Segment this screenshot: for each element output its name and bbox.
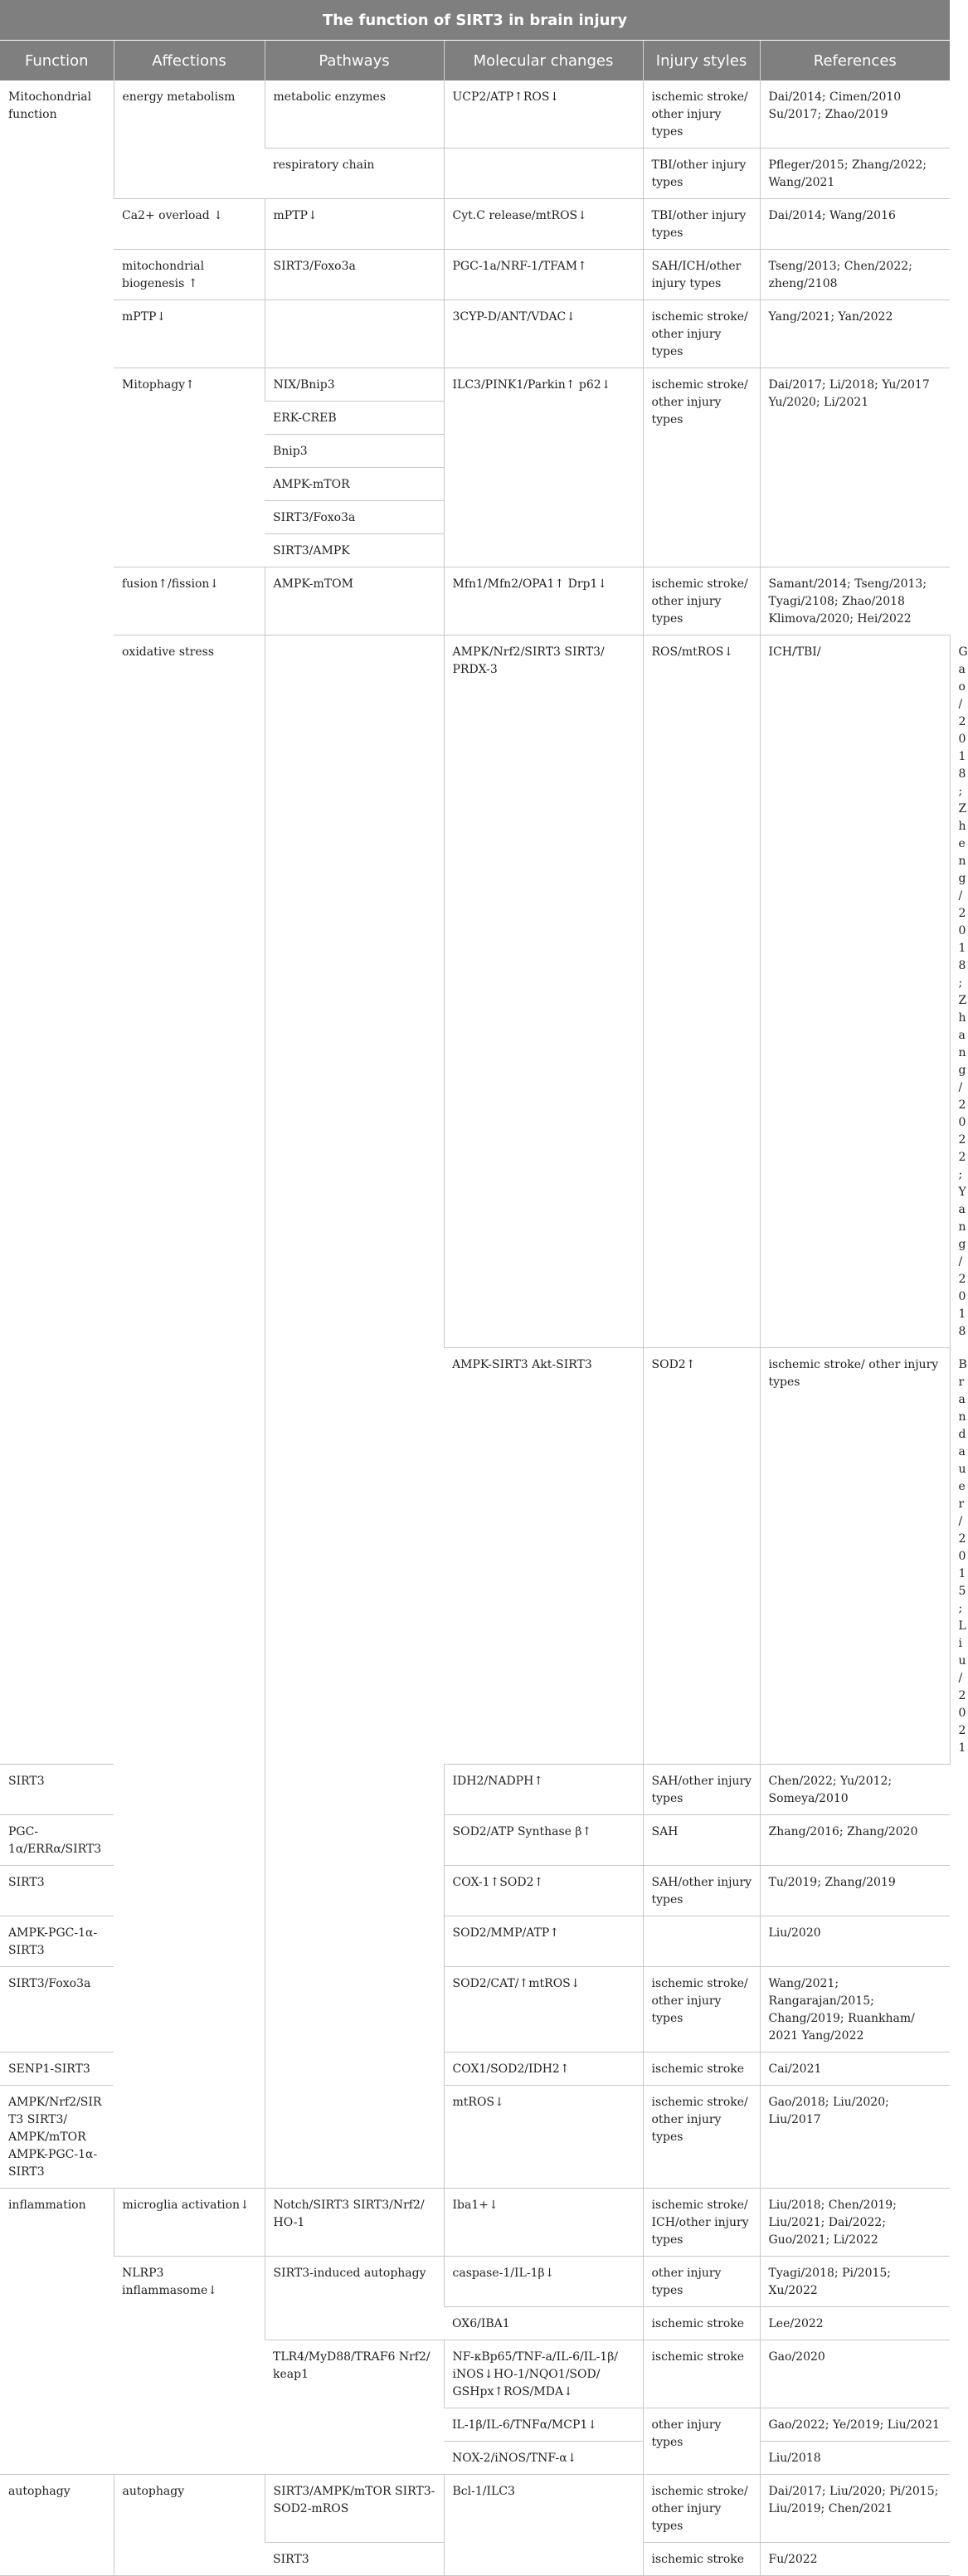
- table-cell: UCP2/ATP↑ROS↓: [444, 80, 643, 149]
- table-cell: SAH/other injury types: [643, 1865, 760, 1916]
- header-function: Function: [0, 41, 114, 81]
- table-cell: NLRP3 inflammasome↓: [114, 2256, 265, 2474]
- table-cell: inflammation: [0, 2188, 114, 2474]
- table-cell: [643, 1916, 760, 1966]
- table-cell: Bnip3: [265, 435, 444, 468]
- table-cell: ischemic stroke/ other injury types: [643, 567, 760, 635]
- table-cell: autophagy: [114, 2474, 265, 2575]
- table-cell: [444, 149, 643, 199]
- table-cell: Tyagi/2018; Pi/2015; Xu/2022: [760, 2256, 950, 2306]
- table-cell: Liu/2018; Chen/2019; Liu/2021; Dai/2022; Guo/2021; Li/2022: [760, 2188, 950, 2256]
- header-injury-styles: Injury styles: [643, 41, 760, 81]
- table-cell: NF-κBp65/TNF-a/IL-6/IL-1β/ iNOS↓HO-1/NQO1/SOD/ GSHpx↑ROS/MDA↓: [444, 2340, 643, 2408]
- table-row: [0, 2474, 950, 2542]
- table-cell: Yang/2021; Yan/2022: [760, 300, 950, 368]
- table-cell: Dai/2014; Cimen/2010 Su/2017; Zhao/2019: [760, 80, 950, 149]
- table-row: [0, 567, 950, 635]
- table-cell: SOD2↑: [643, 1347, 760, 1764]
- table-cell: ILC3/PINK1/Parkin↑ p62↓: [444, 368, 643, 567]
- table-cell: [265, 635, 444, 2189]
- table-cell: SIRT3/Foxo3a: [265, 501, 444, 534]
- table-cell: SOD2/MMP/ATP↑: [444, 1916, 643, 1966]
- table-row: [0, 250, 950, 300]
- table-cell: Mitophagy↑: [114, 368, 265, 567]
- table-row: [0, 2256, 950, 2306]
- table-cell: IDH2/NADPH↑: [444, 1764, 643, 1814]
- table-cell: AMPK-PGC-1α-SIRT3: [0, 1916, 114, 1966]
- table-cell: Tu/2019; Zhang/2019: [760, 1865, 950, 1916]
- table-cell: SAH/ICH/other injury types: [643, 250, 760, 300]
- table-cell: Pfleger/2015; Zhang/2022; Wang/2021: [760, 149, 950, 199]
- table-cell: AMPK-mTOM: [265, 567, 444, 635]
- table-cell: ischemic stroke/ other injury types: [643, 1966, 760, 2052]
- table-cell: IL-1β/IL-6/TNFα/MCP1↓: [444, 2408, 643, 2441]
- header-affections: Affections: [114, 41, 265, 81]
- table-cell: NIX/Bnip3: [265, 368, 444, 402]
- header-pathways: Pathways: [265, 41, 444, 81]
- table-cell: AMPK/Nrf2/SIRT3 SIRT3/ AMPK/mTOR AMPK-PGC-1α-SIRT3: [0, 2085, 114, 2188]
- table-cell: mPTP↓: [265, 199, 444, 250]
- table-cell: Samant/2014; Tseng/2013; Tyagi/2108; Zhao/2018 Klimova/2020; Hei/2022: [760, 567, 950, 635]
- table-cell: ischemic stroke/ other injury types: [643, 300, 760, 368]
- table-row: [0, 2188, 950, 2256]
- table-row: AMPK-SIRT3 Akt-SIRT3 SOD2↑ ischemic stroke/ other injury types Brandauer/2015; Liu/2021: [0, 1347, 950, 1764]
- table-cell: SIRT3: [0, 1764, 114, 1814]
- table-row: [0, 199, 950, 250]
- table-cell: ischemic stroke/ other injury types: [643, 368, 760, 567]
- table-row: [0, 300, 950, 368]
- table-cell: other injury types: [643, 2256, 760, 2306]
- table-cell: Dai/2017; Liu/2020; Pi/2015; Liu/2019; Chen/2021: [760, 2474, 950, 2542]
- table-cell: Wang/2021; Rangarajan/2015; Chang/2019; Ruankham/ 2021 Yang/2022: [760, 1966, 950, 2052]
- table-cell: TBI/other injury types: [643, 149, 760, 199]
- table-cell: Mitochondrial function: [0, 80, 114, 1764]
- table-cell: PGC-1a/NRF-1/TFAM↑: [444, 250, 643, 300]
- table-cell: ischemic stroke/ other injury types: [643, 80, 760, 149]
- header-molecular-changes: Molecular changes: [444, 41, 643, 81]
- table-cell: SIRT3/AMPK: [265, 534, 444, 567]
- table-cell: SIRT3/AMPK/mTOR SIRT3-SOD2-mROS: [265, 2474, 444, 2542]
- table-cell: Liu/2018: [760, 2441, 950, 2474]
- table-cell: SOD2/ATP Synthase β↑: [444, 1814, 643, 1865]
- table-cell: SAH/other injury types: [643, 1764, 760, 1814]
- table-cell: ischemic stroke/ other injury types: [760, 1347, 950, 1764]
- table-cell: ischemic stroke/ other injury types: [643, 2085, 760, 2188]
- table-cell: SIRT3/Foxo3a: [265, 250, 444, 300]
- table-cell: OX6/IBA1: [444, 2306, 643, 2340]
- table-cell: Dai/2014; Wang/2016: [760, 199, 950, 250]
- table-row: [0, 368, 950, 402]
- table-cell: TBI/other injury types: [643, 199, 760, 250]
- table-cell: NOX-2/iNOS/TNF-α↓: [444, 2441, 643, 2474]
- table-cell: mitochondrial biogenesis ↑: [114, 250, 265, 300]
- table-cell: ischemic stroke/ other injury types: [643, 2474, 760, 2542]
- table-cell: Gao/2020: [760, 2340, 950, 2408]
- table-cell: energy metabolism: [114, 80, 265, 199]
- table-cell: mtROS↓: [444, 2085, 643, 2188]
- table-cell: Zhang/2016; Zhang/2020: [760, 1814, 950, 1865]
- table-cell: Cyt.C release/mtROS↓: [444, 199, 643, 250]
- table-cell: COX-1↑SOD2↑: [444, 1865, 643, 1916]
- table-cell: Lee/2022: [760, 2306, 950, 2340]
- table-row: oxidative stress AMPK/Nrf2/SIRT3 SIRT3/ PRDX-3 ROS/mtROS↓ ICH/TBI/ Gao/2018; Zheng/2018; Zhang/2022; Yang/2018: [0, 635, 950, 1348]
- table-cell: SIRT3: [0, 1865, 114, 1916]
- table-cell: Fu/2022: [760, 2542, 950, 2575]
- table-cell: fusion↑/fission↓: [114, 567, 265, 635]
- table-cell: AMPK/Nrf2/SIRT3 SIRT3/ PRDX-3: [444, 635, 643, 1348]
- table-cell: SIRT3-induced autophagy: [265, 2256, 444, 2340]
- table-cell: Dai/2017; Li/2018; Yu/2017 Yu/2020; Li/2021: [760, 368, 950, 567]
- table-caption: The function of SIRT3 in brain injury: [0, 0, 950, 41]
- table-cell: PGC-1α/ERRα/SIRT3: [0, 1814, 114, 1865]
- table-cell: Liu/2020: [760, 1916, 950, 1966]
- table-cell: ischemic stroke: [643, 2306, 760, 2340]
- table-cell: microglia activation↓: [114, 2188, 265, 2256]
- table-cell: AMPK-mTOR: [265, 468, 444, 501]
- table-cell: ICH/TBI/: [760, 635, 950, 1348]
- table-cell: SAH: [643, 1814, 760, 1865]
- table-cell: ROS/mtROS↓: [643, 635, 760, 1348]
- table-cell: oxidative stress: [114, 635, 265, 2189]
- table-cell: Tseng/2013; Chen/2022; zheng/2108: [760, 250, 950, 300]
- table-cell: Gao/2018; Liu/2020; Liu/2017: [760, 2085, 950, 2188]
- table-cell: respiratory chain: [265, 149, 444, 199]
- table-body: [0, 80, 968, 2575]
- table-cell: ischemic stroke: [643, 2542, 760, 2575]
- table-cell: Notch/SIRT3 SIRT3/Nrf2/ HO-1: [265, 2188, 444, 2256]
- table-cell: TLR4/MyD88/TRAF6 Nrf2/ keap1: [265, 2340, 444, 2474]
- table-cell: SIRT3: [265, 2542, 444, 2575]
- table-cell: Gao/2022; Ye/2019; Liu/2021: [760, 2408, 950, 2441]
- table-cell: Bcl-1/ILC3: [444, 2474, 643, 2575]
- table-cell: caspase-1/IL-1β↓: [444, 2256, 643, 2306]
- table-cell: COX1/SOD2/IDH2↑: [444, 2052, 643, 2085]
- table-cell: AMPK-SIRT3 Akt-SIRT3: [444, 1347, 643, 1764]
- table-cell: SIRT3/Foxo3a: [0, 1966, 114, 2052]
- table-cell: Mfn1/Mfn2/OPA1↑ Drp1↓: [444, 567, 643, 635]
- table-cell: Iba1+↓: [444, 2188, 643, 2256]
- table-cell: Chen/2022; Yu/2012; Someya/2010: [760, 1764, 950, 1814]
- table-cell: Cai/2021: [760, 2052, 950, 2085]
- table-cell: ischemic stroke: [643, 2052, 760, 2085]
- table-cell: Ca2+ overload ↓: [114, 199, 265, 250]
- table-cell: metabolic enzymes: [265, 80, 444, 149]
- header-references: References: [760, 41, 950, 81]
- table-cell: SENP1-SIRT3: [0, 2052, 114, 2085]
- table-cell: ERK-CREB: [265, 402, 444, 435]
- table-cell: other injury types: [643, 2408, 760, 2474]
- table-row: [0, 80, 950, 149]
- table-cell: SOD2/CAT/↑mtROS↓: [444, 1966, 643, 2052]
- table-cell: ischemic stroke: [643, 2340, 760, 2408]
- table-cell: mPTP↓: [114, 300, 265, 368]
- table-cell: [265, 300, 444, 368]
- table-cell: autophagy: [0, 2474, 114, 2575]
- table-cell: ischemic stroke/ ICH/other injury types: [643, 2188, 760, 2256]
- table-cell: 3CYP-D/ANT/VDAC↓: [444, 300, 643, 368]
